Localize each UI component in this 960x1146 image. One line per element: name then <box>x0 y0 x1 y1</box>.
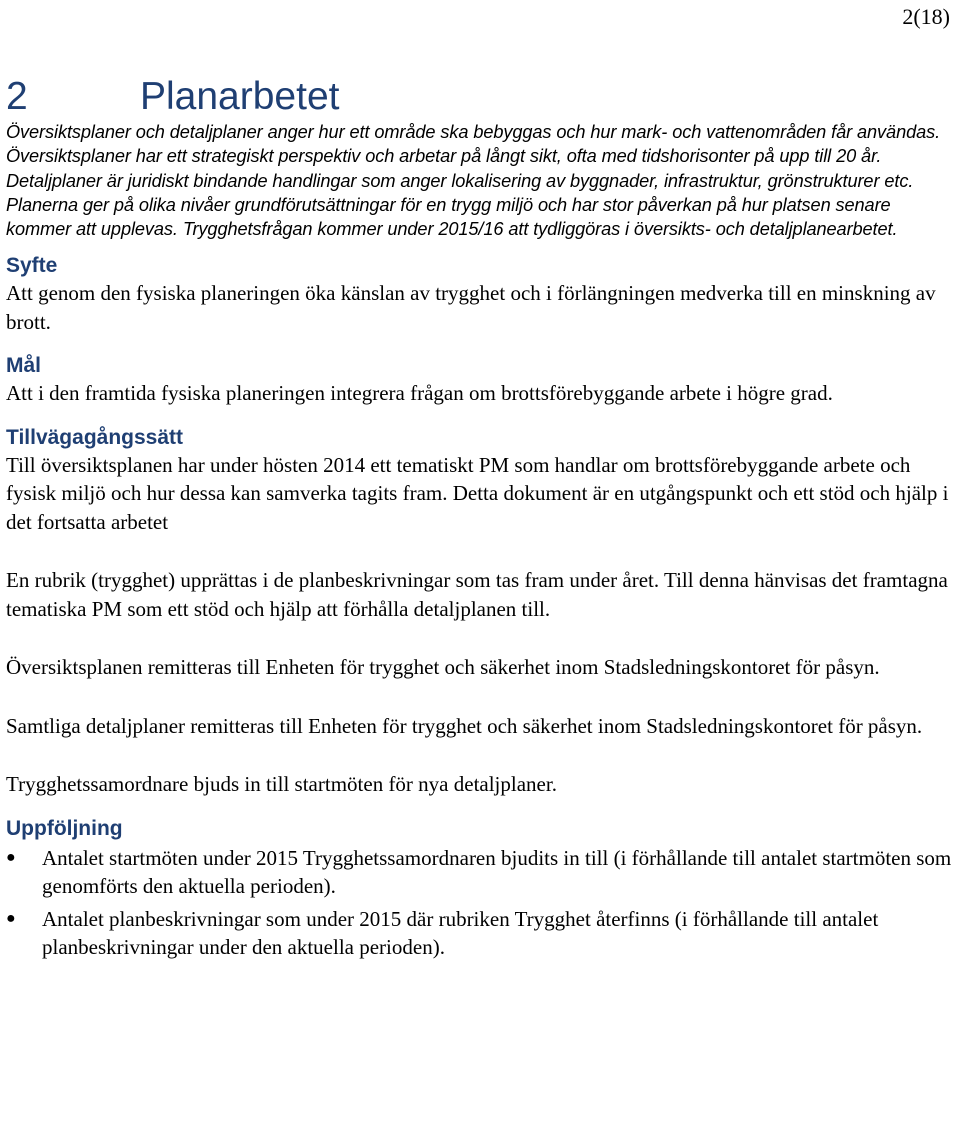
chapter-title <box>6 74 954 120</box>
tillvagagangssatt-paragraph-1: Till översiktsplanen har under hösten 2014 ett tematiskt PM som handlar om brottsförebyggande arbete och fysisk miljö och hur dessa kan samverka tagits fram. Detta dokument är en utgångspunkt och ett stöd och hjälp i det fortsatta arbetet <box>6 452 949 534</box>
uppfoljning-list <box>6 844 954 962</box>
bullet-icon: ● <box>6 848 16 866</box>
tillvagagangssatt-paragraph-4: Samtliga detaljplaner remitteras till Enheten för trygghet och säkerhet inom Stadsledningskontoret för påsyn. <box>6 713 923 738</box>
tillvagagangssatt-paragraph-2: En rubrik (trygghet) upprättas i de planbeskrivningar som tas fram under året. Till denna hänvisas det framtagna tematiska PM som ett stöd och hjälp att förhålla detaljplanen till. <box>6 568 948 621</box>
document-body <box>6 74 954 966</box>
list-item <box>6 905 954 962</box>
syfte-paragraph: Att genom den fysiska planeringen öka känslan av trygghet och i förlängningen medverka till en minskning av brott. <box>6 281 936 334</box>
chapter-title-text: Planarbetet <box>140 75 340 118</box>
section-heading-uppfoljning: Uppföljning <box>6 816 123 840</box>
bullet-icon: ● <box>6 909 16 927</box>
list-item-text: Antalet planbeskrivningar som under 2015 där rubriken Trygghet återfinns (i förhållande till antalet planbeskrivningar under den aktuella perioden). <box>42 906 879 960</box>
list-item <box>6 844 954 901</box>
page-number: 2(18) <box>902 4 950 29</box>
section-heading-mal: Mål <box>6 354 42 378</box>
list-item-text: Antalet startmöten under 2015 Trygghetssamordnaren bjudits in till (i förhållande till antalet startmöten som genomförts den aktuella perioden). <box>42 845 952 899</box>
section-heading-tillvagagangssatt: Tillvägagångssätt <box>6 425 184 449</box>
tillvagagangssatt-paragraph-3: Översiktsplanen remitteras till Enheten för trygghet och säkerhet inom Stadsledningskontoret för påsyn. <box>6 655 880 680</box>
chapter-number: 2 <box>6 75 28 118</box>
mal-paragraph: Att i den framtida fysiska planeringen integrera frågan om brottsförebyggande arbete i högre grad. <box>6 381 833 406</box>
intro-paragraph: Översiktsplaner och detaljplaner anger hur ett område ska bebyggas och hur mark- och vattenområden får användas. Översiktsplaner har ett strategiskt perspektiv och arbetar på långt sikt, ofta med tidshorisonter på upp till 20 år. Detaljplaner är juridiskt bindande handlingar som anger lokalisering av byggnader, infrastruktur, grönstrukturer etc. Planerna ger på olika nivåer grundförutsättningar för en trygg miljö och har stor påverkan på hur platsen senare kommer att upplevas. Trygghetsfrågan kommer under 2015/16 att tydliggöras i översikts- och detaljplanearbetet. <box>6 122 941 240</box>
tillvagagangssatt-paragraph-5: Trygghetssamordnare bjuds in till startmöten för nya detaljplaner. <box>6 772 557 797</box>
section-heading-syfte: Syfte <box>6 254 58 278</box>
